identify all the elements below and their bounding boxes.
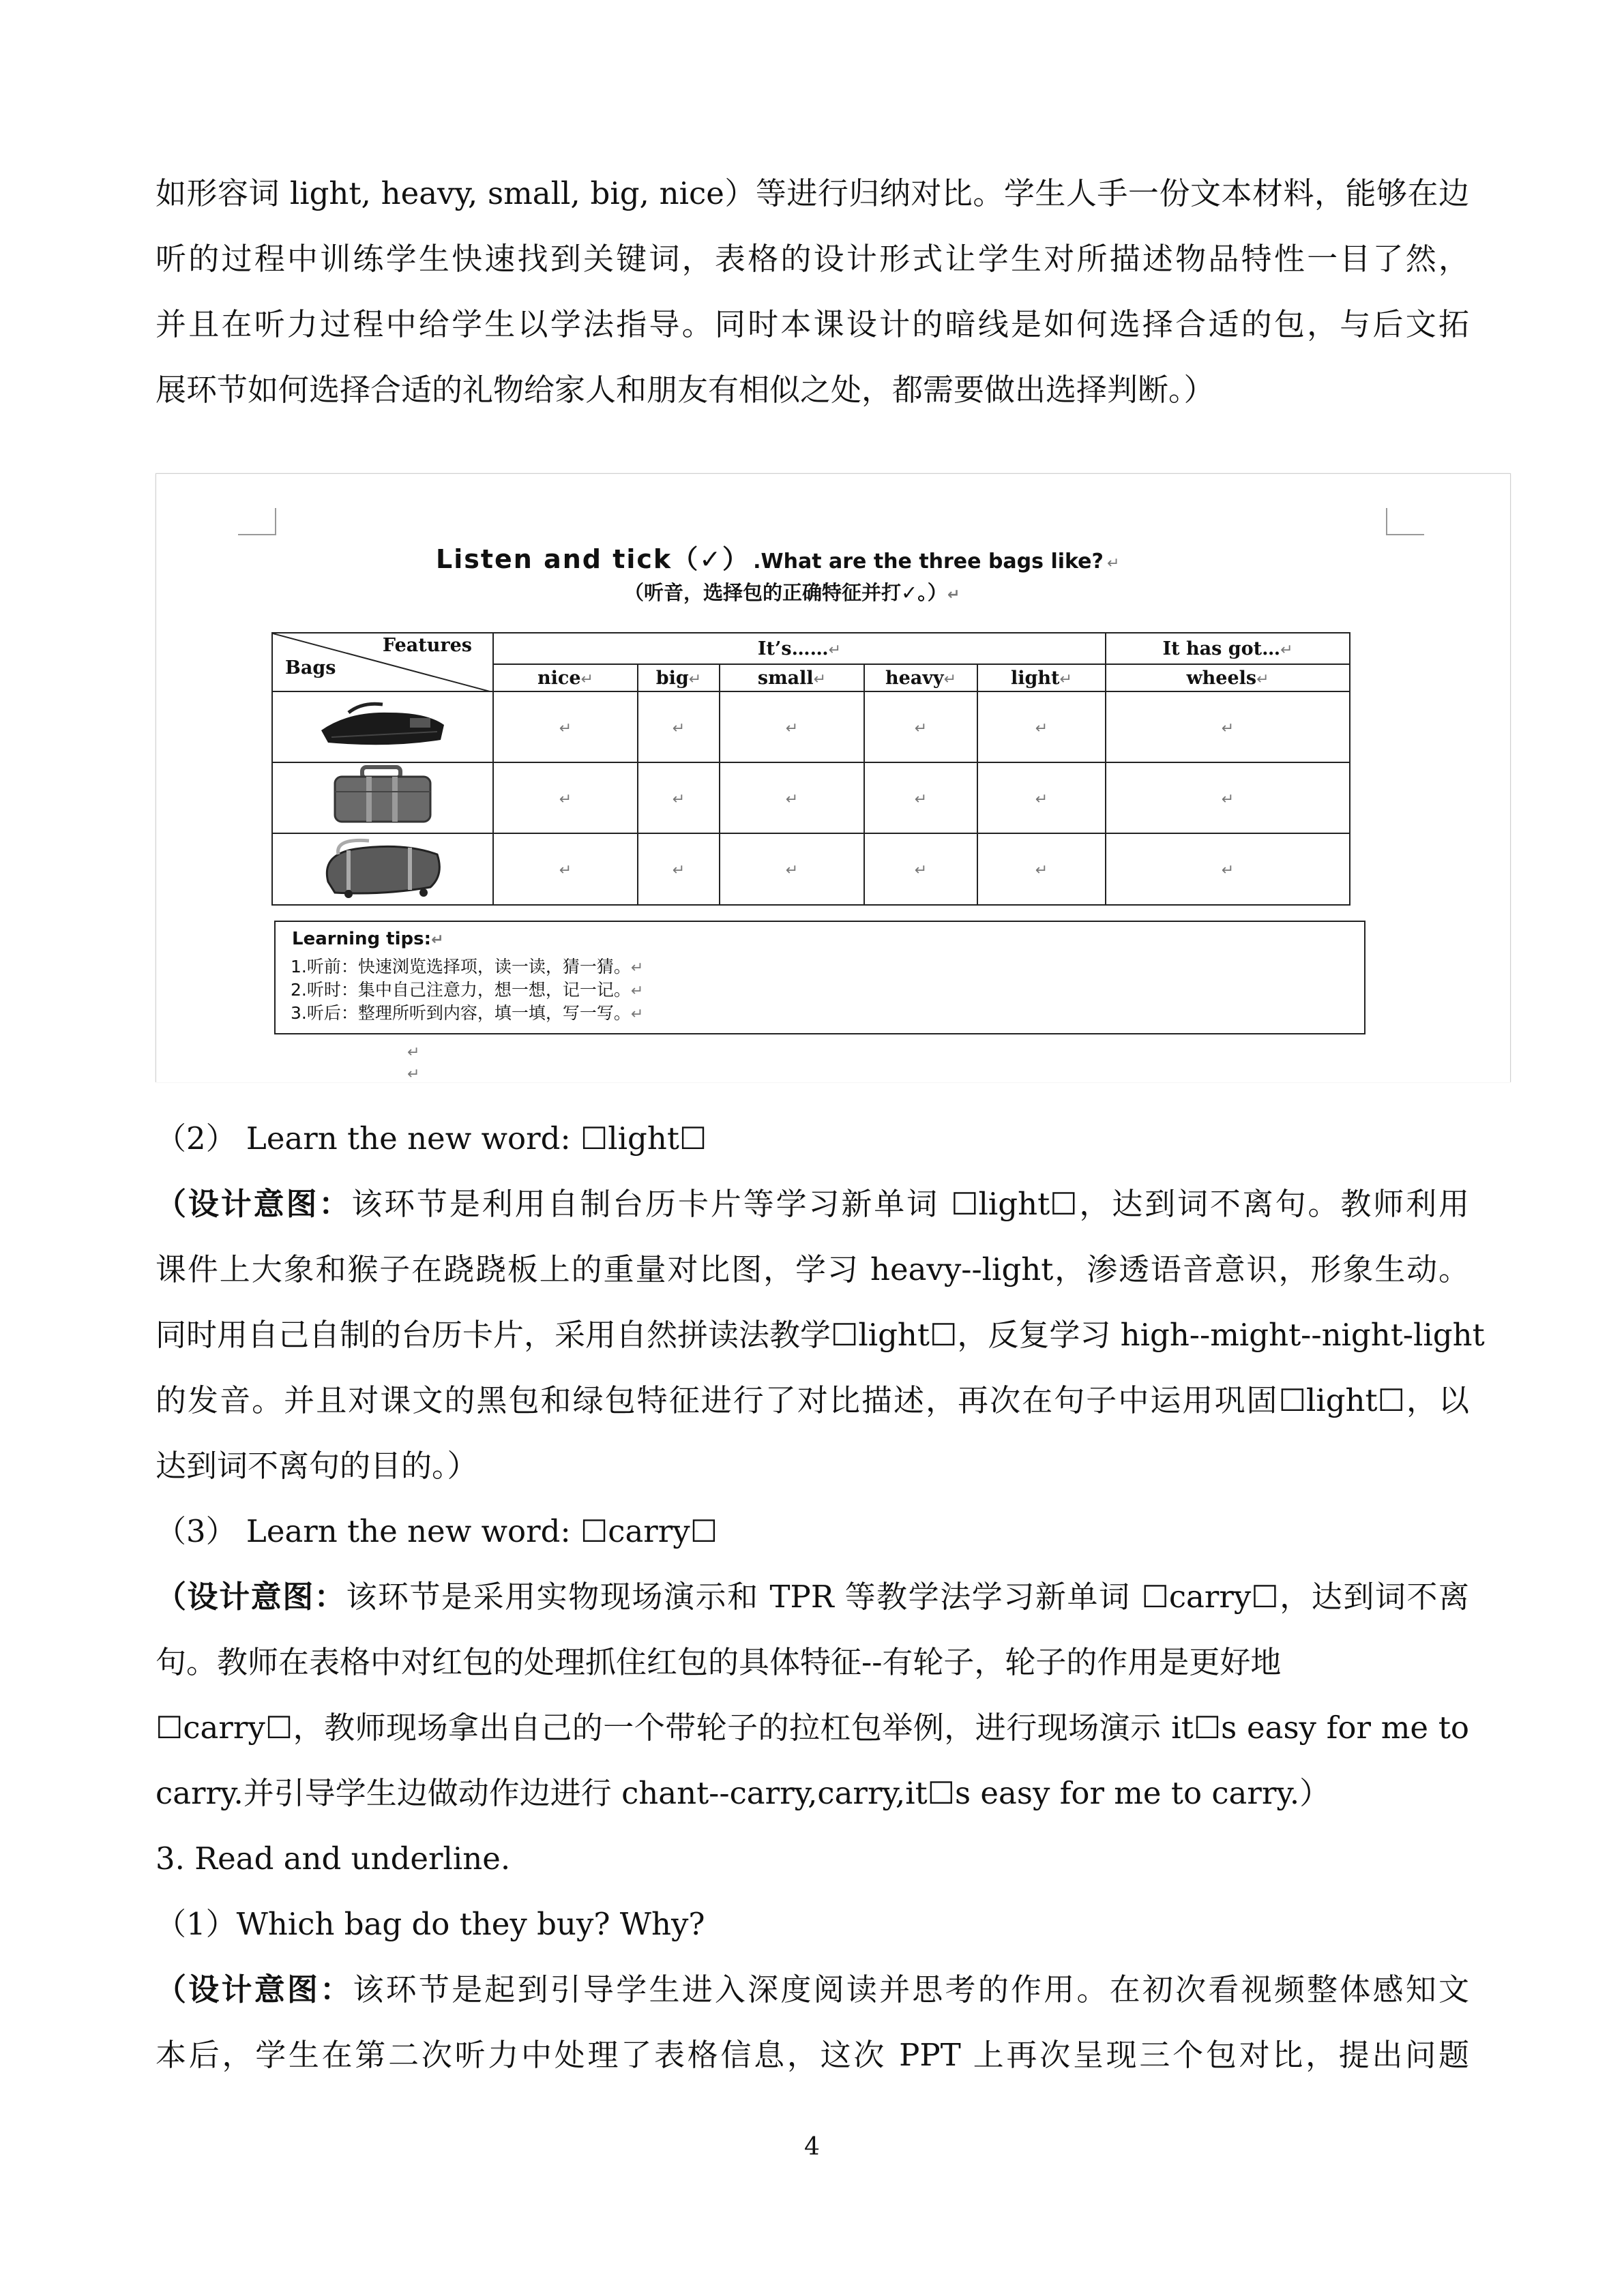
worksheet-title: Listen and tick（✓） .What are the three bags like? ↵: [436, 544, 1120, 574]
crop-mark-top-left: [238, 508, 276, 535]
tick-cell[interactable]: ↵: [638, 833, 720, 905]
features-label: Features: [382, 635, 472, 656]
read-design-intent: [156, 1957, 1469, 2088]
section-heading: （3） Learn the new word: ☐carry☐: [156, 1513, 718, 1549]
col-header-big: big↵: [638, 664, 720, 691]
listen-tick-table: [271, 632, 1350, 906]
section-heading: （2） Learn the new word: ☐light☐: [156, 1120, 707, 1157]
tick-cell[interactable]: ↵: [720, 691, 864, 762]
worksheet-title-main: Listen and tick（✓）: [436, 544, 750, 574]
tick-cell[interactable]: ↵: [977, 833, 1106, 905]
worksheet-title-question: .What are the three bags like?: [753, 550, 1104, 573]
tips-heading: Learning tips:↵: [292, 929, 444, 949]
tick-cell[interactable]: ↵: [638, 762, 720, 833]
tick-cell[interactable]: ↵: [720, 762, 864, 833]
text-line: 课件上大象和猴子在跷跷板上的重量对比图，学习 heavy--light，渗透语音意识，形象生动。: [156, 1251, 1469, 1287]
tick-cell[interactable]: ↵: [977, 691, 1106, 762]
col-header-wheels: wheels↵: [1106, 664, 1350, 691]
has-got-header: It has got…↵: [1106, 633, 1350, 664]
text-line: （设计意图：该环节是起到引导学生进入深度阅读并思考的作用。在初次看视频整体感知文: [156, 1971, 1469, 2008]
bags-label: Bags: [285, 657, 336, 679]
return-mark: ↵: [407, 1066, 420, 1083]
intro-paragraph: [156, 161, 1469, 423]
section-read-underline: [156, 1826, 1469, 1957]
design-intent-label: （设计意图：: [156, 1186, 352, 1222]
text-line: 本后，学生在第二次听力中处理了表格信息，这次 PPT 上再次呈现三个包对比，提出问题: [156, 2037, 1469, 2073]
tip-line: 2.听时：集中自己注意力，想一想，记一记。↵: [291, 980, 644, 1000]
diagonal-header-cell: [272, 633, 493, 691]
col-header-small: small↵: [720, 664, 864, 691]
tick-cell[interactable]: ↵: [864, 833, 977, 905]
worksheet-subtitle: （听音，选择包的正确特征并打✓。）↵: [624, 581, 960, 604]
text-line: （设计意图：该环节是采用实物现场演示和 TPR 等教学法学习新单词 ☐carry☐，达到词不离: [156, 1579, 1469, 1615]
tick-cell[interactable]: ↵: [1106, 691, 1350, 762]
table-row: [272, 762, 1350, 833]
text-line: （设计意图：该环节是利用自制台历卡片等学习新单词 ☐light☐，达到词不离句。教师利用: [156, 1186, 1469, 1222]
tick-cell[interactable]: ↵: [1106, 762, 1350, 833]
text-line: ☐carry☐，教师现场拿出自己的一个带轮子的拉杠包举例，进行现场演示 it☐s easy for me to: [156, 1710, 1469, 1746]
bag-cell: [272, 833, 493, 905]
section-2-design-intent: [156, 1172, 1485, 1499]
page-number: 4: [804, 2133, 820, 2161]
crop-mark-top-right: [1386, 508, 1424, 535]
learning-tips-box: [274, 921, 1365, 1034]
its-header: It’s……↵: [493, 633, 1106, 664]
tick-cell[interactable]: ↵: [493, 762, 638, 833]
text-line: 句。教师在表格中对红包的处理抓住红包的具体特征--有轮子，轮子的作用是更好地: [156, 1644, 1282, 1680]
table-row: [272, 833, 1350, 905]
tick-cell[interactable]: ↵: [493, 833, 638, 905]
tick-cell[interactable]: ↵: [864, 691, 977, 762]
table-row: [272, 691, 1350, 762]
tip-line: 1.听前：快速浏览选择项，读一读，猜一猜。↵: [291, 957, 644, 976]
tick-cell[interactable]: ↵: [864, 762, 977, 833]
design-intent-label: （设计意图：: [156, 1579, 346, 1615]
grey-briefcase-icon: [308, 764, 458, 827]
black-bag-icon: [308, 698, 458, 752]
tick-cell[interactable]: ↵: [638, 691, 720, 762]
tick-cell[interactable]: ↵: [977, 762, 1106, 833]
section-2: [156, 1106, 1469, 1172]
tick-cell[interactable]: ↵: [720, 833, 864, 905]
text-line: 展环节如何选择合适的礼物给家人和朋友有相似之处，都需要做出选择判断。）: [156, 372, 1215, 408]
bag-cell: [272, 691, 493, 762]
col-header-light: light↵: [977, 664, 1106, 691]
section-3: [156, 1499, 1469, 1564]
text-line: 并且在听力过程中给学生以学法指导。同时本课设计的暗线是如何选择合适的包，与后文拓: [156, 306, 1469, 342]
text-line: 的发音。并且对课文的黑包和绿包特征进行了对比描述，再次在句子中运用巩固☐light☐，以: [156, 1382, 1469, 1418]
text-line: 同时用自己自制的台历卡片，采用自然拼读法教学☐light☐，反复学习 high--might--night-light: [156, 1317, 1485, 1353]
section-heading: 3. Read and underline.: [156, 1840, 511, 1877]
text-line: 达到词不离句的目的。）: [156, 1448, 478, 1484]
text-line: 如形容词 light, heavy, small, big, nice）等进行归纳对比。学生人手一份文本材料，能够在边: [156, 175, 1469, 211]
tick-cell[interactable]: ↵: [493, 691, 638, 762]
tip-line: 3.听后：整理所听到内容，填一填，写一写。↵: [291, 1003, 644, 1023]
text-line: carry.并引导学生边做动作边进行 chant--carry,carry,it☐s easy for me to carry.）: [156, 1775, 1331, 1811]
question-line: （1）Which bag do they buy? Why?: [156, 1906, 705, 1942]
return-mark: ↵: [407, 1044, 420, 1061]
col-header-nice: nice↵: [493, 664, 638, 691]
text-line: 听的过程中训练学生快速找到关键词，表格的设计形式让学生对所描述物品特性一目了然，: [156, 241, 1469, 277]
tick-cell[interactable]: ↵: [1106, 833, 1350, 905]
embedded-worksheet-image: [156, 473, 1511, 1082]
trolley-bag-icon: [308, 834, 458, 899]
bag-cell: [272, 762, 493, 833]
section-3-design-intent: [156, 1564, 1469, 1826]
design-intent-label: （设计意图：: [156, 1971, 353, 2008]
col-header-heavy: heavy↵: [864, 664, 977, 691]
